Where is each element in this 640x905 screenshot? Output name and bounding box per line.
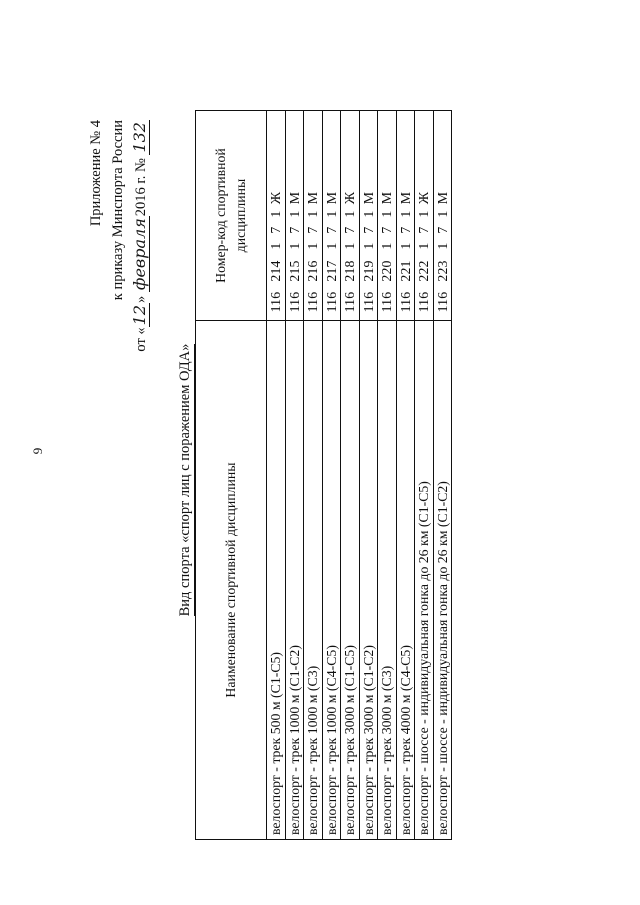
code-part: 1 — [323, 210, 339, 218]
discipline-name: велоспорт - трек 4000 м (C4-C5) — [396, 321, 415, 840]
code-part: 218 — [342, 260, 358, 282]
discipline-code — [341, 111, 360, 321]
discipline-code — [415, 111, 434, 321]
discipline-code — [433, 111, 452, 321]
table-row — [359, 111, 378, 840]
code-part: 1 — [286, 242, 302, 250]
section-title: Вид спорта «спорт лиц с поражением ОДА» — [177, 343, 193, 617]
rotated-page-content — [75, 80, 535, 880]
code-part: 1 — [342, 210, 358, 218]
code-part: М — [286, 191, 302, 205]
code-part: 116 — [323, 291, 339, 313]
code-part: 217 — [323, 260, 339, 282]
code-part: 7 — [360, 226, 376, 234]
code-part: 7 — [397, 226, 413, 234]
order-date-line — [129, 120, 152, 352]
table-row — [341, 111, 360, 840]
disciplines-table — [195, 110, 452, 840]
code-part: 1 — [305, 242, 321, 250]
code-part: 7 — [416, 226, 432, 234]
discipline-name: велоспорт - трек 3000 м (C1-C2) — [359, 321, 378, 840]
discipline-name: велоспорт - шоссе - индивидуальная гонка до 26 км (C1-C5) — [415, 321, 434, 840]
discipline-code — [359, 111, 378, 321]
table-header-row — [196, 111, 267, 840]
code-part: 116 — [416, 291, 432, 313]
code-part: 116 — [342, 291, 358, 313]
code-part: 116 — [434, 291, 450, 313]
code-part: 116 — [268, 291, 284, 313]
code-part: 116 — [305, 291, 321, 313]
discipline-code — [322, 111, 341, 321]
code-part: 116 — [360, 291, 376, 313]
discipline-code — [285, 111, 304, 321]
code-part: 215 — [286, 260, 302, 282]
date-prefix: от « — [133, 327, 149, 352]
code-part: 223 — [434, 260, 450, 282]
discipline-name: велоспорт - трек 1000 м (С3) — [304, 321, 323, 840]
order-number: 132 — [130, 122, 149, 153]
code-part: М — [305, 191, 321, 205]
code-part: Ж — [342, 191, 358, 205]
code-part: 7 — [434, 226, 450, 234]
code-part: 216 — [305, 260, 321, 282]
code-part: М — [434, 191, 450, 205]
discipline-code — [267, 111, 286, 321]
order-month: февраля — [130, 218, 149, 291]
code-part: 1 — [379, 210, 395, 218]
code-part: 1 — [268, 242, 284, 250]
table-row — [415, 111, 434, 840]
code-part: 1 — [323, 242, 339, 250]
code-part: 1 — [360, 210, 376, 218]
appendix-title: Приложение № 4 — [88, 120, 104, 227]
table-row — [433, 111, 452, 840]
discipline-code — [378, 111, 397, 321]
code-part: 222 — [416, 260, 432, 282]
page-number: 9 — [30, 447, 45, 455]
code-part: 1 — [434, 242, 450, 250]
discipline-code — [304, 111, 323, 321]
date-mid: » — [133, 295, 149, 303]
code-part: 7 — [268, 226, 284, 234]
order-reference: к приказу Минспорта России — [110, 120, 126, 301]
table-body — [267, 111, 452, 840]
code-part: 7 — [379, 226, 395, 234]
table-row — [378, 111, 397, 840]
code-part: 219 — [360, 260, 376, 282]
table-row — [267, 111, 286, 840]
code-part: 1 — [397, 242, 413, 250]
code-part: 1 — [416, 242, 432, 250]
discipline-name: велоспорт - трек 3000 м (C1-C5) — [341, 321, 360, 840]
code-part: Ж — [268, 191, 284, 205]
code-part: М — [360, 191, 376, 205]
code-part: 214 — [268, 260, 284, 282]
table-row — [285, 111, 304, 840]
code-part: 1 — [286, 210, 302, 218]
col-name-header: Наименование спортивной дисциплины — [196, 321, 267, 840]
col-code-header: Номер-код спортивной дисциплины — [196, 111, 267, 321]
code-part: 1 — [342, 242, 358, 250]
table-row — [304, 111, 323, 840]
code-part: 116 — [286, 291, 302, 313]
code-part: 7 — [323, 226, 339, 234]
discipline-name: велоспорт - трек 1000 м (C1-C2) — [285, 321, 304, 840]
code-part: М — [397, 191, 413, 205]
code-part: 1 — [416, 210, 432, 218]
order-year: 2016 г. № — [133, 158, 149, 217]
discipline-name: велоспорт - трек 3000 м (С3) — [378, 321, 397, 840]
code-part: М — [323, 191, 339, 205]
code-part: 7 — [342, 226, 358, 234]
code-part: Ж — [416, 191, 432, 205]
code-part: М — [379, 191, 395, 205]
code-part: 116 — [397, 291, 413, 313]
table-row — [322, 111, 341, 840]
code-part: 116 — [379, 291, 395, 313]
discipline-code — [396, 111, 415, 321]
code-part: 1 — [379, 242, 395, 250]
code-part: 221 — [397, 260, 413, 282]
code-part: 1 — [434, 210, 450, 218]
order-day: 12 — [130, 304, 149, 326]
code-part: 1 — [305, 210, 321, 218]
table-row — [396, 111, 415, 840]
discipline-name: велоспорт - шоссе - индивидуальная гонка до 26 км (C1-C2) — [433, 321, 452, 840]
discipline-name: велоспорт - трек 500 м (C1-C5) — [267, 321, 286, 840]
code-part: 1 — [397, 210, 413, 218]
code-part: 7 — [305, 226, 321, 234]
code-part: 7 — [286, 226, 302, 234]
code-part: 220 — [379, 260, 395, 282]
discipline-name: велоспорт - трек 1000 м (C4-C5) — [322, 321, 341, 840]
code-part: 1 — [360, 242, 376, 250]
code-part: 1 — [268, 210, 284, 218]
